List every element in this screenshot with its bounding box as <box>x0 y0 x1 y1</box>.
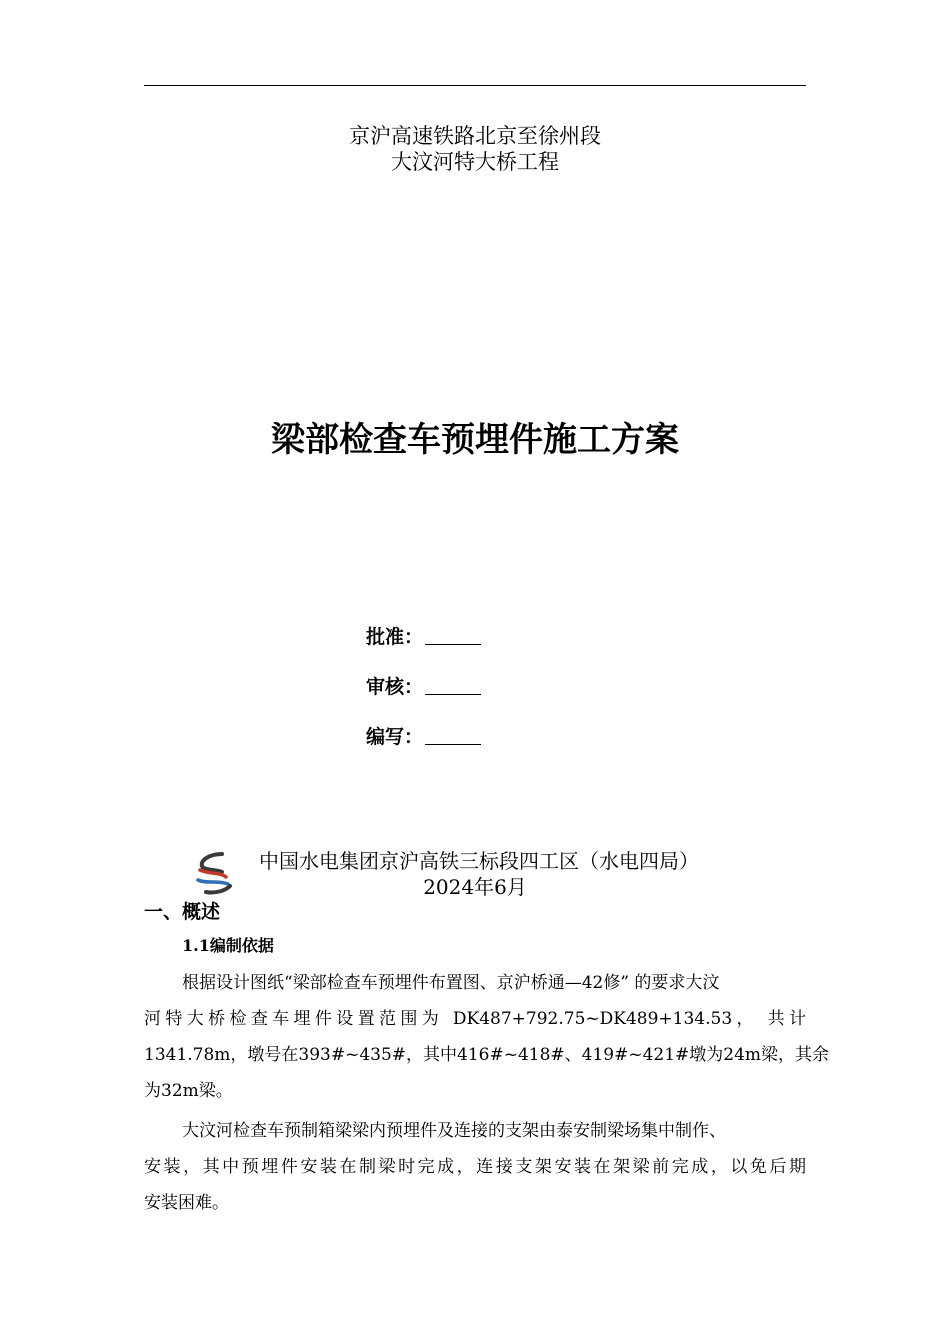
subsection-heading: 1.1编制依据 <box>182 936 274 955</box>
document-title: 梁部检查车预埋件施工方案 <box>271 420 679 460</box>
review-blank <box>425 674 481 695</box>
review-field <box>366 674 481 700</box>
paragraph-line: 大汶河检查车预制箱梁梁内预埋件及连接的支架由泰安制梁场集中制作、 <box>182 1121 726 1141</box>
write-label: 编写： <box>366 726 424 748</box>
paragraph-installation <box>144 1113 806 1221</box>
paragraph-line: 安装，其中预埋件安装在制梁时完成，连接支架安装在架梁前完成，以免后期 <box>144 1157 806 1177</box>
paragraph-line: 为32m梁。 <box>144 1081 233 1101</box>
paragraph-basis <box>144 965 830 1109</box>
paragraph-line: 河特大桥检查车埋件设置范围为 DK487+792.75~DK489+134.53， 共计 <box>144 1009 806 1029</box>
paragraph-line: 1341.78m，墩号在393#~435#，其中416#~418#、419#~421#墩为24m梁，其余 <box>144 1045 830 1065</box>
company-name: 中国水电集团京沪高铁三标段四工区（水电四局） <box>259 849 699 873</box>
project-name-line2: 大汶河特大桥工程 <box>391 150 559 174</box>
paragraph-line: 根据设计图纸“梁部检查车预埋件布置图、京沪桥通—42修” 的要求大汶 <box>182 973 720 993</box>
review-label: 审核： <box>366 676 424 698</box>
project-name-line1: 京沪高速铁路北京至徐州段 <box>349 124 601 148</box>
section-heading: 一、概述 <box>144 901 221 923</box>
write-blank <box>425 724 481 745</box>
write-field <box>366 724 481 750</box>
paragraph-line: 安装困难。 <box>144 1193 229 1213</box>
approve-label: 批准： <box>366 626 424 648</box>
approve-field <box>366 624 481 650</box>
header-rule <box>144 85 806 86</box>
approve-blank <box>425 624 481 645</box>
document-date: 2024年6月 <box>423 875 527 899</box>
